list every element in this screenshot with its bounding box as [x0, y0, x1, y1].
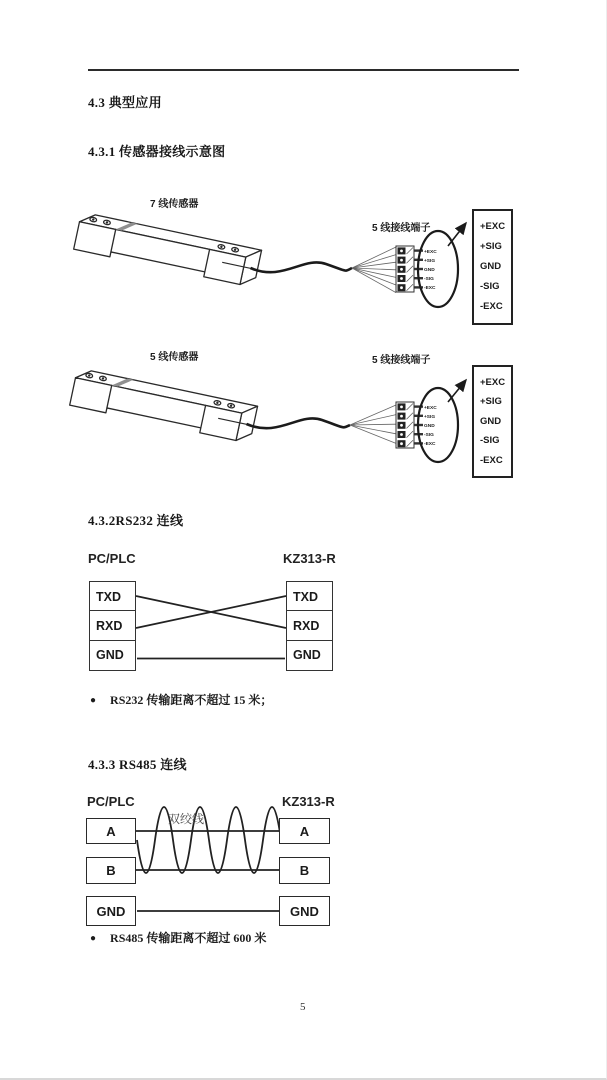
d2-pin-panel: [472, 365, 513, 478]
d1-ellipse-pin: -SIG: [424, 277, 434, 282]
d2-panel-pin: -EXC: [480, 454, 503, 466]
d2-panel-pin: -SIG: [480, 435, 500, 447]
d2-ellipse-pin: -SIG: [424, 433, 434, 438]
rs485-wires: [136, 807, 281, 911]
rs485-left-device-label: PC/PLC: [87, 794, 135, 809]
rs232-left-pin-gnd: GND: [89, 640, 136, 671]
rs485-right-pin-gnd: GND: [279, 896, 330, 926]
rs232-note: [90, 691, 272, 708]
d2-ellipse-pin: +EXC: [424, 406, 437, 411]
d1-panel-pin: +EXC: [480, 221, 506, 233]
rs485-left-pin-gnd: GND: [86, 896, 136, 926]
rs485-right-device-label: KZ313-R: [282, 794, 335, 809]
rs232-left-device-label: PC/PLC: [88, 551, 136, 566]
rs485-note: [90, 929, 266, 946]
d1-ellipse-pin: +EXC: [424, 250, 437, 255]
d1-ellipse-pin: GND: [424, 268, 435, 273]
rs232-wires: [136, 596, 286, 659]
bullet-icon: ●: [90, 933, 97, 944]
heading-4-3: 4.3 典型应用: [88, 95, 162, 110]
rs232-left-column: [89, 581, 136, 671]
d2-terminal-label: 5 线接线端子: [372, 355, 431, 366]
heading-4-3-1: 4.3.1 传感器接线示意图: [88, 144, 226, 159]
page-number: 5: [300, 1001, 306, 1013]
d2-ellipse-pin: -EXC: [424, 442, 436, 447]
rs232-right-pin-rxd: RXD: [286, 610, 333, 641]
rs232-right-device-label: KZ313-R: [283, 551, 336, 566]
rs485-twisted-pair-label: 双绞线: [168, 812, 205, 826]
rs485-note-text: RS485 传输距离不超过 600 米: [110, 931, 267, 945]
rs485-left-pin-a: A: [86, 818, 136, 844]
d1-panel-pin: -EXC: [480, 301, 503, 313]
d1-panel-pin: GND: [480, 261, 502, 273]
rs485-right-pin-b: B: [279, 857, 330, 884]
d1-ellipse-pin: -EXC: [424, 286, 436, 291]
rs232-left-pin-txd: TXD: [89, 581, 136, 612]
d2-panel-pin: +EXC: [480, 376, 506, 388]
rs485-left-pin-b: B: [86, 857, 136, 884]
d1-ellipse-pin: +SIG: [424, 259, 436, 264]
d2-ellipse-pin: GND: [424, 424, 435, 429]
d1-sensor-label: 7 线传感器: [150, 199, 199, 210]
d2-panel-pin: GND: [480, 415, 502, 427]
rs232-right-pin-txd: TXD: [286, 581, 333, 612]
bullet-icon: ●: [90, 695, 97, 706]
d1-panel-pin: +SIG: [480, 241, 502, 253]
header-rule: [88, 69, 519, 71]
d1-terminal-label: 5 线接线端子: [372, 223, 431, 234]
heading-4-3-3: 4.3.3 RS485 连线: [88, 757, 187, 772]
rs232-right-column: [286, 581, 333, 671]
d1-panel-pin: -SIG: [480, 281, 500, 293]
d1-pin-panel: [472, 209, 513, 325]
d2-sensor-label: 5 线传感器: [150, 352, 199, 363]
heading-4-3-2: 4.3.2RS232 连线: [88, 513, 184, 528]
d2-panel-pin: +SIG: [480, 396, 502, 408]
sensor-diagram-2-graphic: [70, 368, 466, 462]
rs232-note-text: RS232 传输距离不超过 15 米；: [110, 693, 273, 707]
d2-ellipse-pin: +SIG: [424, 415, 436, 420]
rs232-right-pin-gnd: GND: [286, 640, 333, 671]
rs232-left-pin-rxd: RXD: [89, 610, 136, 641]
rs485-right-pin-a: A: [279, 818, 330, 844]
